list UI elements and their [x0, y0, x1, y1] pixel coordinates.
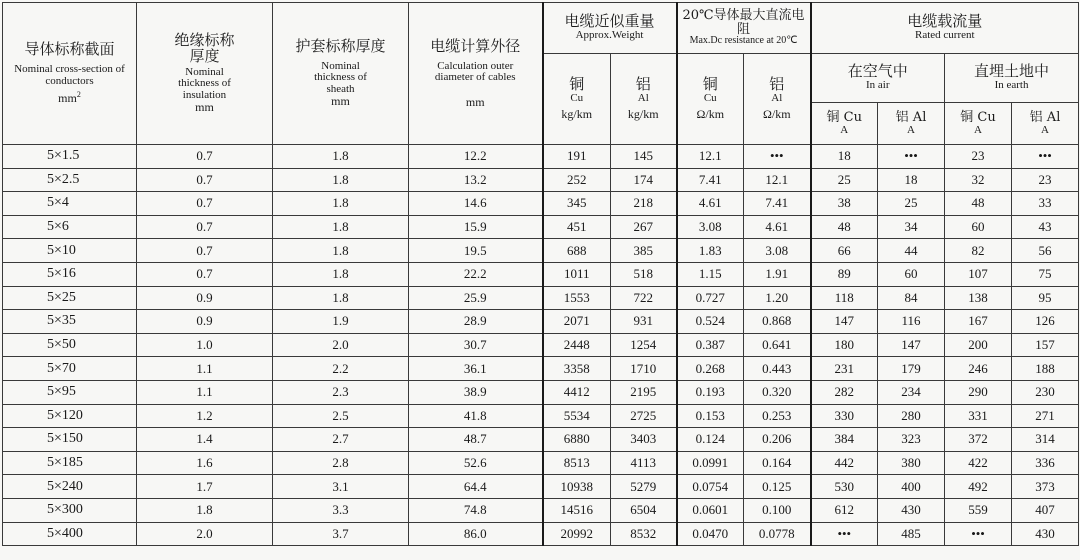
cell-section: 5×400 — [3, 522, 137, 546]
table-row — [3, 310, 1079, 334]
table-row — [3, 522, 1079, 546]
table-cell: 0.153 — [677, 404, 744, 428]
table-cell: 1.8 — [273, 168, 409, 192]
table-cell: 0.727 — [677, 286, 744, 310]
table-cell: 4412 — [543, 380, 611, 404]
table-cell: 179 — [878, 357, 945, 381]
table-cell: 25 — [878, 192, 945, 216]
table-cell: 0.7 — [137, 262, 273, 286]
cell-section: 5×1.5 — [3, 145, 137, 169]
table-row — [3, 333, 1079, 357]
table-cell: 18 — [811, 145, 878, 169]
table-row — [3, 215, 1079, 239]
table-cell: 145 — [611, 145, 677, 169]
table-cell: 314 — [1012, 428, 1079, 452]
table-cell: 3403 — [611, 428, 677, 452]
header-air-al: 铝 Al A — [878, 103, 945, 145]
table-cell: 372 — [945, 428, 1012, 452]
table-cell: 331 — [945, 404, 1012, 428]
table-cell: 2.5 — [273, 404, 409, 428]
table-cell: 13.2 — [409, 168, 543, 192]
table-cell: 60 — [878, 262, 945, 286]
cell-section: 5×6 — [3, 215, 137, 239]
table-row — [3, 239, 1079, 263]
table-cell: 1254 — [611, 333, 677, 357]
table-cell: 271 — [1012, 404, 1079, 428]
table-cell: 32 — [945, 168, 1012, 192]
table-cell: 3.3 — [273, 498, 409, 522]
table-cell: 0.206 — [744, 428, 811, 452]
table-cell: 0.641 — [744, 333, 811, 357]
table-cell: 2.8 — [273, 451, 409, 475]
header-weight-al: 铝 Al kg/km — [611, 54, 677, 145]
table-cell: 180 — [811, 333, 878, 357]
table-row — [3, 380, 1079, 404]
table-cell: 48 — [811, 215, 878, 239]
table-cell: 3.08 — [744, 239, 811, 263]
table-cell: 2448 — [543, 333, 611, 357]
table-cell: 95 — [1012, 286, 1079, 310]
table-cell: 1.0 — [137, 333, 273, 357]
table-cell: 0.100 — [744, 498, 811, 522]
table-cell: 530 — [811, 475, 878, 499]
table-cell: 336 — [1012, 451, 1079, 475]
table-cell: 0.0470 — [677, 522, 744, 546]
table-cell: 1.4 — [137, 428, 273, 452]
header-in-earth: 直埋土地中 In earth — [945, 54, 1079, 103]
table-cell: 1.6 — [137, 451, 273, 475]
table-cell: 280 — [878, 404, 945, 428]
table-cell: 231 — [811, 357, 878, 381]
table-cell: 5279 — [611, 475, 677, 499]
table-cell: 10938 — [543, 475, 611, 499]
table-row — [3, 262, 1079, 286]
table-cell: ••• — [878, 145, 945, 169]
table-cell: 8532 — [611, 522, 677, 546]
table-cell: 931 — [611, 310, 677, 334]
table-cell: 0.387 — [677, 333, 744, 357]
table-cell: 15.9 — [409, 215, 543, 239]
table-cell: 1.8 — [273, 286, 409, 310]
table-cell: 0.7 — [137, 239, 273, 263]
table-body — [3, 145, 1079, 546]
table-row — [3, 428, 1079, 452]
table-cell: 0.7 — [137, 215, 273, 239]
table-cell: 167 — [945, 310, 1012, 334]
table-cell: 612 — [811, 498, 878, 522]
table-cell: 218 — [611, 192, 677, 216]
table-cell: 43 — [1012, 215, 1079, 239]
table-cell: 2725 — [611, 404, 677, 428]
table-cell: 28.9 — [409, 310, 543, 334]
table-cell: 1.20 — [744, 286, 811, 310]
header-insulation: 绝缘标称厚度 Nominal thickness of insulation mm — [137, 3, 273, 145]
table-cell: 234 — [878, 380, 945, 404]
table-cell: 0.164 — [744, 451, 811, 475]
table-cell: 1.8 — [273, 262, 409, 286]
table-cell: 1.8 — [273, 192, 409, 216]
table-cell: 451 — [543, 215, 611, 239]
cell-section: 5×300 — [3, 498, 137, 522]
table-cell: 0.524 — [677, 310, 744, 334]
table-cell: 290 — [945, 380, 1012, 404]
table-cell: 0.0778 — [744, 522, 811, 546]
table-cell: 1.8 — [273, 215, 409, 239]
table-cell: 147 — [811, 310, 878, 334]
table-cell: 52.6 — [409, 451, 543, 475]
cell-section: 5×2.5 — [3, 168, 137, 192]
table-cell: 688 — [543, 239, 611, 263]
table-cell: 18 — [878, 168, 945, 192]
table-cell: 19.5 — [409, 239, 543, 263]
table-cell: 430 — [878, 498, 945, 522]
table-row — [3, 451, 1079, 475]
header-resistance-al: 铝 Al Ω/km — [744, 54, 811, 145]
table-cell: 138 — [945, 286, 1012, 310]
table-cell: 157 — [1012, 333, 1079, 357]
table-row — [3, 404, 1079, 428]
table-cell: 380 — [878, 451, 945, 475]
table-cell: 2.0 — [273, 333, 409, 357]
table-cell: 20992 — [543, 522, 611, 546]
table-cell: 25.9 — [409, 286, 543, 310]
header-resistance-cu: 铜 Cu Ω/km — [677, 54, 744, 145]
table-cell: 2.3 — [273, 380, 409, 404]
table-cell: 1.9 — [273, 310, 409, 334]
table-cell: 0.125 — [744, 475, 811, 499]
table-cell: 200 — [945, 333, 1012, 357]
table-row — [3, 168, 1079, 192]
table-cell: 0.7 — [137, 145, 273, 169]
table-cell: 191 — [543, 145, 611, 169]
table-cell: 8513 — [543, 451, 611, 475]
header-earth-cu: 铜 Cu A — [945, 103, 1012, 145]
table-cell: 6504 — [611, 498, 677, 522]
table-cell: 0.443 — [744, 357, 811, 381]
table-cell: 0.193 — [677, 380, 744, 404]
table-cell: 267 — [611, 215, 677, 239]
table-cell: 3.7 — [273, 522, 409, 546]
cell-section: 5×95 — [3, 380, 137, 404]
table-cell: 75 — [1012, 262, 1079, 286]
header-diameter: 电缆计算外径 Calculation outer diameter of cables mm — [409, 3, 543, 145]
table-cell: 4.61 — [677, 192, 744, 216]
cell-section: 5×150 — [3, 428, 137, 452]
header-current: 电缆载流量 Rated current — [811, 3, 1079, 54]
table-cell: 518 — [611, 262, 677, 286]
table-cell: 422 — [945, 451, 1012, 475]
table-cell: 407 — [1012, 498, 1079, 522]
table-row — [3, 357, 1079, 381]
cell-section: 5×16 — [3, 262, 137, 286]
table-cell: 2.0 — [137, 522, 273, 546]
table-cell: 41.8 — [409, 404, 543, 428]
table-cell: 442 — [811, 451, 878, 475]
table-cell: 430 — [1012, 522, 1079, 546]
table-cell: 1.1 — [137, 380, 273, 404]
table-cell: 559 — [945, 498, 1012, 522]
table-cell: 4.61 — [744, 215, 811, 239]
table-cell: 385 — [611, 239, 677, 263]
table-cell: 1.8 — [137, 498, 273, 522]
table-row — [3, 475, 1079, 499]
table-cell: 1.7 — [137, 475, 273, 499]
table-cell: 0.0601 — [677, 498, 744, 522]
table-cell: 23 — [1012, 168, 1079, 192]
table-cell: 147 — [878, 333, 945, 357]
table-cell: 345 — [543, 192, 611, 216]
table-cell: 38 — [811, 192, 878, 216]
table-cell: 118 — [811, 286, 878, 310]
table-cell: 0.9 — [137, 286, 273, 310]
table-cell: 74.8 — [409, 498, 543, 522]
table-cell: 330 — [811, 404, 878, 428]
cell-section: 5×120 — [3, 404, 137, 428]
table-cell: 2071 — [543, 310, 611, 334]
table-cell: 48 — [945, 192, 1012, 216]
table-cell: 3.1 — [273, 475, 409, 499]
table-cell: 230 — [1012, 380, 1079, 404]
table-cell: 3358 — [543, 357, 611, 381]
table-cell: 7.41 — [677, 168, 744, 192]
table-cell: 2195 — [611, 380, 677, 404]
table-cell: 89 — [811, 262, 878, 286]
table-cell: 0.868 — [744, 310, 811, 334]
table-cell: 116 — [878, 310, 945, 334]
table-cell: 246 — [945, 357, 1012, 381]
table-cell: 30.7 — [409, 333, 543, 357]
table-cell: 373 — [1012, 475, 1079, 499]
header-resistance: 20℃导体最大直流电阻 Max.Dc resistance at 20℃ — [677, 3, 811, 54]
cell-section: 5×70 — [3, 357, 137, 381]
table-cell: 1.91 — [744, 262, 811, 286]
table-cell: 0.7 — [137, 168, 273, 192]
table-cell: ••• — [1012, 145, 1079, 169]
table-cell: 0.268 — [677, 357, 744, 381]
table-cell: 12.1 — [677, 145, 744, 169]
table-cell: 1.1 — [137, 357, 273, 381]
table-cell: 174 — [611, 168, 677, 192]
header-earth-al: 铝 Al A — [1012, 103, 1079, 145]
table-cell: 1710 — [611, 357, 677, 381]
header-in-air: 在空气中 In air — [811, 54, 945, 103]
table-cell: 23 — [945, 145, 1012, 169]
table-cell: 33 — [1012, 192, 1079, 216]
table-cell: 86.0 — [409, 522, 543, 546]
table-cell: 1011 — [543, 262, 611, 286]
table-cell: 0.7 — [137, 192, 273, 216]
table-cell: 4113 — [611, 451, 677, 475]
table-cell: 7.41 — [744, 192, 811, 216]
table-cell: 66 — [811, 239, 878, 263]
header-weight: 电缆近似重量 Approx.Weight — [543, 3, 677, 54]
cable-spec-table — [2, 2, 1079, 546]
cell-section: 5×4 — [3, 192, 137, 216]
table-cell: 38.9 — [409, 380, 543, 404]
header-air-cu: 铜 Cu A — [811, 103, 878, 145]
table-cell: 107 — [945, 262, 1012, 286]
table-cell: 34 — [878, 215, 945, 239]
table-cell: 22.2 — [409, 262, 543, 286]
table-cell: 82 — [945, 239, 1012, 263]
table-row — [3, 192, 1079, 216]
table-cell: 60 — [945, 215, 1012, 239]
table-cell: 0.0754 — [677, 475, 744, 499]
cell-section: 5×50 — [3, 333, 137, 357]
table-cell: 188 — [1012, 357, 1079, 381]
table-cell: 12.2 — [409, 145, 543, 169]
table-cell: 0.124 — [677, 428, 744, 452]
table-cell: 25 — [811, 168, 878, 192]
header-weight-cu: 铜 Cu kg/km — [543, 54, 611, 145]
table-cell: 400 — [878, 475, 945, 499]
header-sheath: 护套标称厚度 Nominal thickness of sheath mm — [273, 3, 409, 145]
table-cell: 14.6 — [409, 192, 543, 216]
table-cell: 1.83 — [677, 239, 744, 263]
table-cell: 0.253 — [744, 404, 811, 428]
table-cell: 323 — [878, 428, 945, 452]
table-cell: 384 — [811, 428, 878, 452]
table-row — [3, 498, 1079, 522]
table-cell: 6880 — [543, 428, 611, 452]
cell-section: 5×240 — [3, 475, 137, 499]
cell-section: 5×185 — [3, 451, 137, 475]
table-cell: 12.1 — [744, 168, 811, 192]
table-cell: 492 — [945, 475, 1012, 499]
table-row — [3, 286, 1079, 310]
table-cell: 0.320 — [744, 380, 811, 404]
table-cell: 64.4 — [409, 475, 543, 499]
table-cell: 44 — [878, 239, 945, 263]
table-cell: 2.2 — [273, 357, 409, 381]
table-cell: 1553 — [543, 286, 611, 310]
table-cell: 1.15 — [677, 262, 744, 286]
cell-section: 5×35 — [3, 310, 137, 334]
cell-section: 5×10 — [3, 239, 137, 263]
table-cell: 126 — [1012, 310, 1079, 334]
table-cell: 1.8 — [273, 145, 409, 169]
table-header — [3, 3, 1079, 145]
table-cell: 2.7 — [273, 428, 409, 452]
table-cell: 252 — [543, 168, 611, 192]
table-cell: 56 — [1012, 239, 1079, 263]
table-cell: 282 — [811, 380, 878, 404]
table-cell: 0.9 — [137, 310, 273, 334]
unit-mm2: $mm^2$ — [58, 90, 81, 106]
table-cell: 36.1 — [409, 357, 543, 381]
table-cell: 84 — [878, 286, 945, 310]
table-cell: 1.8 — [273, 239, 409, 263]
table-cell: 485 — [878, 522, 945, 546]
cell-section: 5×25 — [3, 286, 137, 310]
table-cell: 3.08 — [677, 215, 744, 239]
table-cell: 5534 — [543, 404, 611, 428]
table-cell: 722 — [611, 286, 677, 310]
table-cell: 1.2 — [137, 404, 273, 428]
table-cell: 0.0991 — [677, 451, 744, 475]
table-cell: 48.7 — [409, 428, 543, 452]
table-cell: ••• — [811, 522, 878, 546]
table-row — [3, 145, 1079, 169]
table-cell: 14516 — [543, 498, 611, 522]
table-cell: ••• — [744, 145, 811, 169]
header-section: 导体标称截面 Nominal cross-section of conductors $mm^2$ — [3, 3, 137, 145]
table-cell: ••• — [945, 522, 1012, 546]
